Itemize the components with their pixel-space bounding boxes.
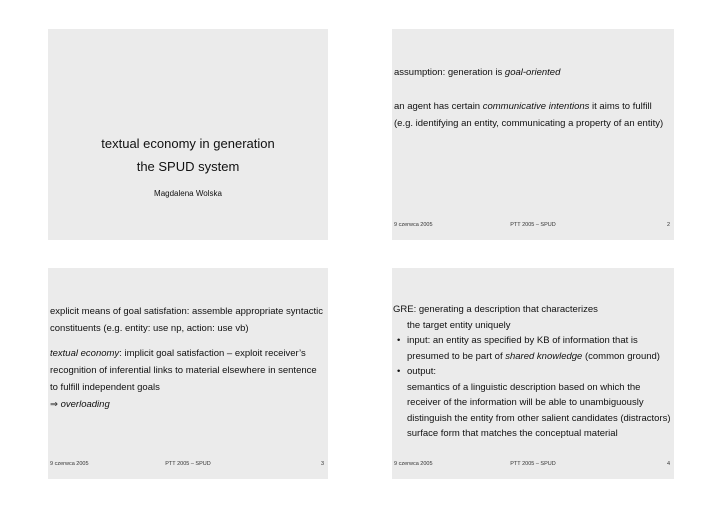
page-number: 4 (666, 461, 670, 467)
slide-2 (392, 29, 674, 240)
bullet-input: • input: an entity as specified by KB of information that is presumed to be part of shared knowledge (common ground) (393, 333, 672, 364)
bullet-output: • output: (393, 364, 672, 380)
footer-date: 9 czerwca 2005 (394, 461, 433, 467)
slide-3 (48, 268, 328, 479)
output-semantics: semantics of a linguistic description based on which the receiver of the information will be able to unambiguously distinguish the entity from other salient candidates (distractors) (407, 381, 671, 424)
assumption-line: assumption: generation is goal-oriented (394, 67, 561, 78)
slide-title-line-1: textual economy in generation (101, 136, 275, 151)
slide-author: Magdalena Wolska (154, 189, 222, 198)
footer-title: PTT 2005 – SPUD (165, 461, 211, 467)
gre-line-continued: the target entity uniquely (407, 319, 511, 331)
explicit-paragraph: explicit means of goal satisfation: assemble appropriate syntactic constituents (e.g. entity: use np, action: use vb) (50, 306, 323, 334)
slide-4-body (393, 302, 672, 442)
slide-title-line-2: the SPUD system (136, 159, 240, 174)
textual-economy-paragraph: textual economy: implicit goal satisfaction – exploit receiver’s recognition of inferential links to material elsewhere in sentence to fulfill independent goals (50, 348, 317, 393)
page-number: 3 (320, 461, 324, 467)
slide-2-body (394, 64, 670, 132)
slide-3-body (50, 303, 326, 413)
page-number: 2 (666, 222, 670, 228)
footer-date: 9 czerwca 2005 (394, 222, 433, 228)
footer-title: PTT 2005 – SPUD (510, 461, 556, 467)
footer-date: 9 czerwca 2005 (50, 461, 89, 467)
slide-1-title (48, 29, 328, 240)
gre-line: GRE: generating a description that characterizes (393, 304, 598, 315)
overloading-line: ⇒ overloading (50, 399, 110, 410)
output-surface-form: surface form that matches the conceptual material (407, 428, 618, 439)
agent-paragraph: an agent has certain communicative intentions it aims to fulfill (e.g. identifying an entity, communicating a property of an entity) (394, 101, 664, 129)
slide-4 (392, 268, 674, 479)
footer-title: PTT 2005 – SPUD (510, 222, 556, 228)
